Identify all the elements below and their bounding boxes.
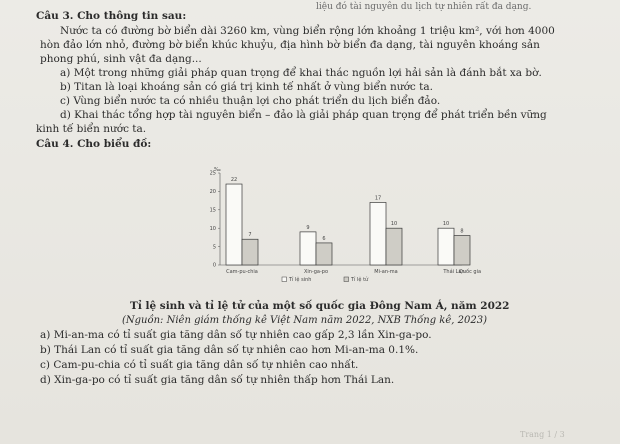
x-tick-label: Mi-an-ma: [374, 269, 398, 275]
x-tick-label: Thái Lan: [443, 269, 465, 275]
q4-statement-c: c) Cam-pu-chia có tỉ suất gia tăng dân số tự nhiên cao nhất.: [40, 359, 359, 371]
bar-tu: [454, 236, 470, 265]
bar-tu: [316, 243, 332, 265]
bar-tu: [386, 228, 402, 265]
legend-swatch: [282, 277, 287, 282]
y-tick-label: 5: [212, 244, 216, 251]
q3-statement-b: b) Titan là loại khoáng sản có giá trị kinh tế nhất ở vùng biển nước ta.: [60, 81, 433, 93]
y-tick-label: 20: [209, 189, 216, 196]
bar-value-label: 7: [248, 232, 252, 239]
legend-label: Tỉ lệ tử: [351, 277, 369, 283]
q4-statement-b: b) Thái Lan có tỉ suất gia tăng dân số tự nhiên cao hơn Mi-an-ma 0.1%.: [40, 344, 419, 356]
y-tick-label: 25: [209, 170, 216, 177]
chart-source: (Nguồn: Niên giám thống kê Việt Nam năm 2022, NXB Thống kê, 2023): [122, 315, 487, 326]
q3-statement-d-line1: d) Khai thác tổng hợp tài nguyên biển – đảo là giải pháp quan trọng để phát triển bền vững: [60, 109, 547, 121]
bar-sinh: [438, 228, 454, 265]
legend-label: Tỉ lệ sinh: [289, 277, 312, 283]
chart-caption: Tỉ lệ sinh và tỉ lệ tử của một số quốc gia Đông Nam Á, năm 2022: [130, 300, 510, 312]
x-tick-label: Xin-ga-po: [303, 269, 329, 275]
bar-sinh: [300, 232, 316, 265]
q3-paragraph-line2: hòn đảo lớn nhỏ, đường bờ biển khúc khuỷu, địa hình bờ biển đa dạng, tài nguyên khoáng sản: [40, 39, 540, 51]
q4-statement-a: a) Mi-an-ma có tỉ suất gia tăng dân số tự nhiên cao gấp 2,3 lần Xin-ga-po.: [40, 329, 432, 341]
top-fragment: liệu đó tài nguyên du lịch tự nhiên rất đa dạng.: [316, 2, 532, 12]
y-tick-label: 10: [209, 225, 216, 232]
q4-statement-d: d) Xin-ga-po có tỉ suất gia tăng dân số tự nhiên thấp hơn Thái Lan.: [40, 374, 395, 386]
q3-statement-c: c) Vùng biển nước ta có nhiều thuận lợi cho phát triển du lịch biển đảo.: [60, 95, 441, 107]
bar-sinh: [370, 202, 386, 265]
x-tick-label: Quốc gia: [458, 269, 482, 275]
q3-statement-d-line2: kinh tế biển nước ta.: [36, 123, 147, 135]
bar-value-label: 6: [322, 235, 326, 242]
q3-statement-a: a) Một trong những giải pháp quan trọng để khai thác nguồn lợi hải sản là đánh bắt xa bờ.: [60, 67, 542, 79]
bar-value-label: 9: [306, 224, 310, 231]
bar-chart: [200, 165, 482, 305]
bar-value-label: 10: [442, 221, 450, 228]
x-tick-label: Cam-pu-chia: [226, 269, 258, 275]
question4-title: Câu 4. Cho biểu đồ:: [36, 138, 152, 150]
y-tick-label: 15: [209, 207, 216, 214]
bar-value-label: 22: [230, 177, 238, 184]
y-axis-unit: ‰: [214, 167, 221, 173]
legend-swatch: [344, 277, 349, 282]
q3-paragraph-line3: phong phú, sinh vật đa dạng...: [40, 53, 202, 65]
question3-title: Câu 3. Cho thông tin sau:: [36, 10, 187, 22]
bar-value-label: 10: [390, 221, 398, 228]
bar-value-label: 17: [374, 195, 382, 202]
q3-paragraph-line1: Nước ta có đường bờ biển dài 3260 km, vùng biển rộng lớn khoảng 1 triệu km², với hơn 4000: [60, 25, 555, 37]
y-tick-label: 0: [212, 262, 216, 269]
bar-tu: [242, 239, 258, 265]
bar-value-label: 8: [460, 228, 464, 235]
bar-sinh: [226, 184, 242, 265]
footer-fragment: Trang 1 / 3: [520, 430, 565, 439]
